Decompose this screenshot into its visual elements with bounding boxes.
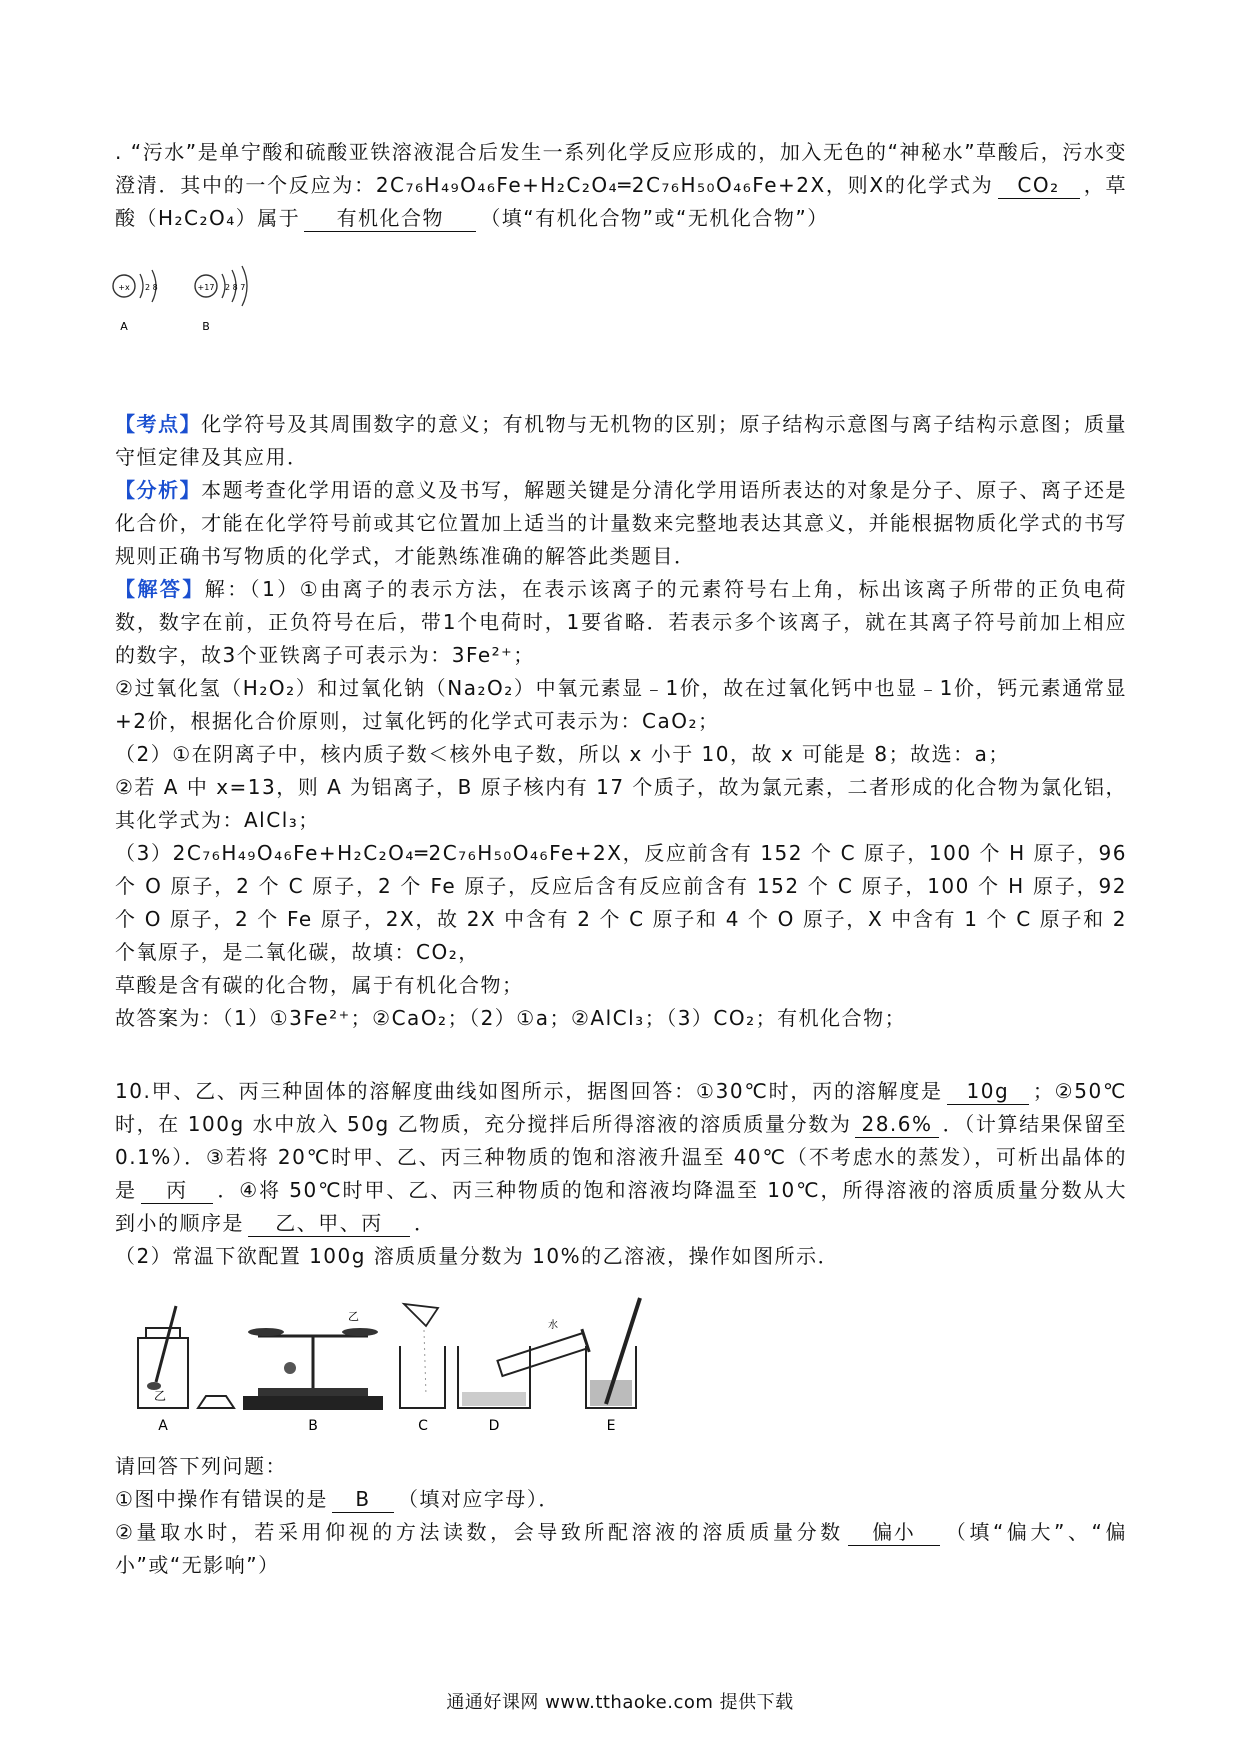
q10-blank-3: 丙 [141,1177,213,1204]
q10-blank-2: 28.6% [855,1111,938,1138]
operation-a-diagram [138,1306,234,1434]
water-label: 水 [548,1320,558,1331]
lab-operations-figure [118,1296,738,1436]
analysis-section [115,408,1127,1035]
q10-stem-c: ．（计算结果保留至 0.1%）．③若将 20℃时甲、乙、丙三种物质的饱和溶液升温至 40℃（不考虑水的蒸发），可析出晶体的是 [115,1112,1128,1202]
question-10-text [115,1075,1127,1273]
question-9-text [115,136,1127,235]
q10-stem-a: 10.甲、乙、丙三种固体的溶解度曲线如图所示，据图回答：①30℃时，丙的溶解度是 [115,1079,943,1103]
label-e: E [606,1418,616,1434]
q10-sub-1-stem: ①图中操作有错误的是 [115,1487,328,1511]
fenxi-tag: 【分析】 [115,478,202,502]
operation-e-diagram [586,1298,640,1434]
q10-blank-6: 偏小 [848,1519,940,1546]
q9-blank-answer-2: 有机化合物 [304,205,476,232]
q10-sub-1-end: （填对应字母）． [397,1487,560,1511]
kaodian-tag: 【考点】 [115,412,202,436]
atom-a-shells: 2 8 [145,283,158,292]
q9-stem-end: （填“有机化合物”或“无机化合物”） [480,206,829,230]
q10-blank-1: 10g [947,1078,1029,1105]
label-b: B [308,1418,318,1434]
kaodian-paragraph [115,408,1127,474]
q9-stem-mid: ，草酸（H₂C₂O₄）属于 [115,173,1127,230]
jar-label: 乙 [153,1389,167,1403]
atom-b-nucleus: +17 [197,283,215,292]
atom-b-diagram [195,266,247,333]
q10-blank-4: 乙、甲、丙 [248,1210,410,1237]
operation-d-diagram [458,1318,589,1434]
atom-structure-figure [108,262,268,340]
jieda-line-1: 解：（1）①由离子的表示方法，在表示该离子的元素符号右上角，标出该离子所带的正负电荷数，数字在前，正负符号在后，带1个电荷时，1要省略．若表示多个该离子，就在其离子符号前加上相应的数字，故3个亚铁离子可表示为：3Fe²⁺； [115,577,1127,667]
jieda-line-7: 故答案为：（1）①3Fe²⁺；②CaO₂；（2）①a；②AlCl₃；（3）CO₂；有机化合物； [115,1006,907,1030]
jieda-line-4: ②若 A 中 x=13，则 A 为铝离子，B 原子核内有 17 个质子，故为氯元素，二者形成的化合物为氯化铝，其化学式为：AlCl₃； [115,775,1127,832]
atom-b-label: B [202,320,210,333]
q10-sub-2 [115,1516,1127,1582]
q10-stem-b: ；②50℃时，在 100g 水中放入 50g 乙物质，充分搅拌后所得溶液的溶质质量分数为 [115,1079,1127,1136]
operation-c-diagram [400,1304,445,1434]
label-a: A [158,1418,168,1434]
page-footer: 通通好课网 www.tthaoke.com 提供下载 [446,1692,794,1713]
jieda-paragraph [115,573,1127,672]
fenxi-paragraph [115,474,1127,573]
atom-a-diagram [113,270,158,333]
atom-a-label: A [120,320,128,333]
q10-stem-e: ． [414,1211,436,1235]
jieda-line-6: 草酸是含有碳的化合物，属于有机化合物； [115,973,524,997]
kaodian-text: 化学符号及其周围数字的意义；有机物与无机物的区别；原子结构示意图与离子结构示意图；质量守恒定律及其应用． [115,412,1128,469]
fenxi-text: 本题考查化学用语的意义及书写，解题关键是分清化学用语所表达的对象是分子、原子、离子还是化合价，才能在化学符号前或其它位置加上适当的计量数来完整地表达其意义，并能根据物质化学式的书写规则正确书写物质的化学式，才能熟练准确的解答此类题目． [115,478,1128,568]
q9-blank-answer-1: CO₂ [998,172,1080,199]
atom-a-nucleus: +x [118,283,130,292]
q10-sub-2-stem: ②量取水时，若采用仰视的方法读数，会导致所配溶液的溶质质量分数 [115,1520,844,1544]
q9-stem: . “污水”是单宁酸和硫酸亚铁溶液混合后发生一系列化学反应形成的，加入无色的“神秘水”草酸后，污水变澄清．其中的一个反应为：2C₇₆H₄₉O₄₆Fe+H₂C₂O₄═2C₇₆H₅₀O₄₆Fe+2X，则X的化学式为 [115,140,1127,197]
q10-sub-1 [115,1483,1127,1516]
q10-sub-2-end: （填“偏大”、“偏小”或“无影响”） [115,1520,1127,1577]
jieda-line-3: （2）①在阴离子中，核内质子数＜核外电子数，所以 x 小于 10，故 x 可能是 8；故选：a； [115,742,1010,766]
q10-blank-5: B [332,1486,394,1513]
jieda-line-5: （3）2C₇₆H₄₉O₄₆Fe+H₂C₂O₄═2C₇₆H₅₀O₄₆Fe+2X，反应前含有 152 个 C 原子，100 个 H 原子，96 个 O 原子，2 个 C 原子，2 个 Fe 原子，反应后含有反应前含有 152 个 C 原子，100 个 H 原子，92 个 O 原子，2 个 Fe 原子，2X，故 2X 中含有 2 个 C 原子和 4 个 O 原子，X 中含有 1 个 C 原子和 2 个氧原子，是二氧化碳，故填：CO₂， [115,841,1127,964]
jieda-line-2: ②过氧化氢（H₂O₂）和过氧化钠（Na₂O₂）中氧元素显﹣1价，故在过氧化钙中也显﹣1价，钙元素通常显+2价，根据化合价原则，过氧化钙的化学式可表示为：CaO₂； [115,676,1127,733]
atom-b-shells: 2 8 7 [225,283,246,292]
label-d: D [488,1418,500,1434]
q10-prompt: 请回答下列问题： [115,1454,287,1478]
balance-label: 乙 [348,1310,359,1323]
jieda-tag: 【解答】 [115,577,205,601]
operation-b-diagram [243,1310,383,1434]
q10-followup [115,1450,1127,1582]
q10-stem-d: ．④将 50℃时甲、乙、丙三种物质的饱和溶液均降温至 10℃，所得溶液的溶质质量分数从大到小的顺序是 [115,1178,1127,1235]
label-c: C [418,1418,428,1434]
q10-part-2: （2）常温下欲配置 100g 溶质质量分数为 10%的乙溶液，操作如图所示． [115,1244,840,1268]
